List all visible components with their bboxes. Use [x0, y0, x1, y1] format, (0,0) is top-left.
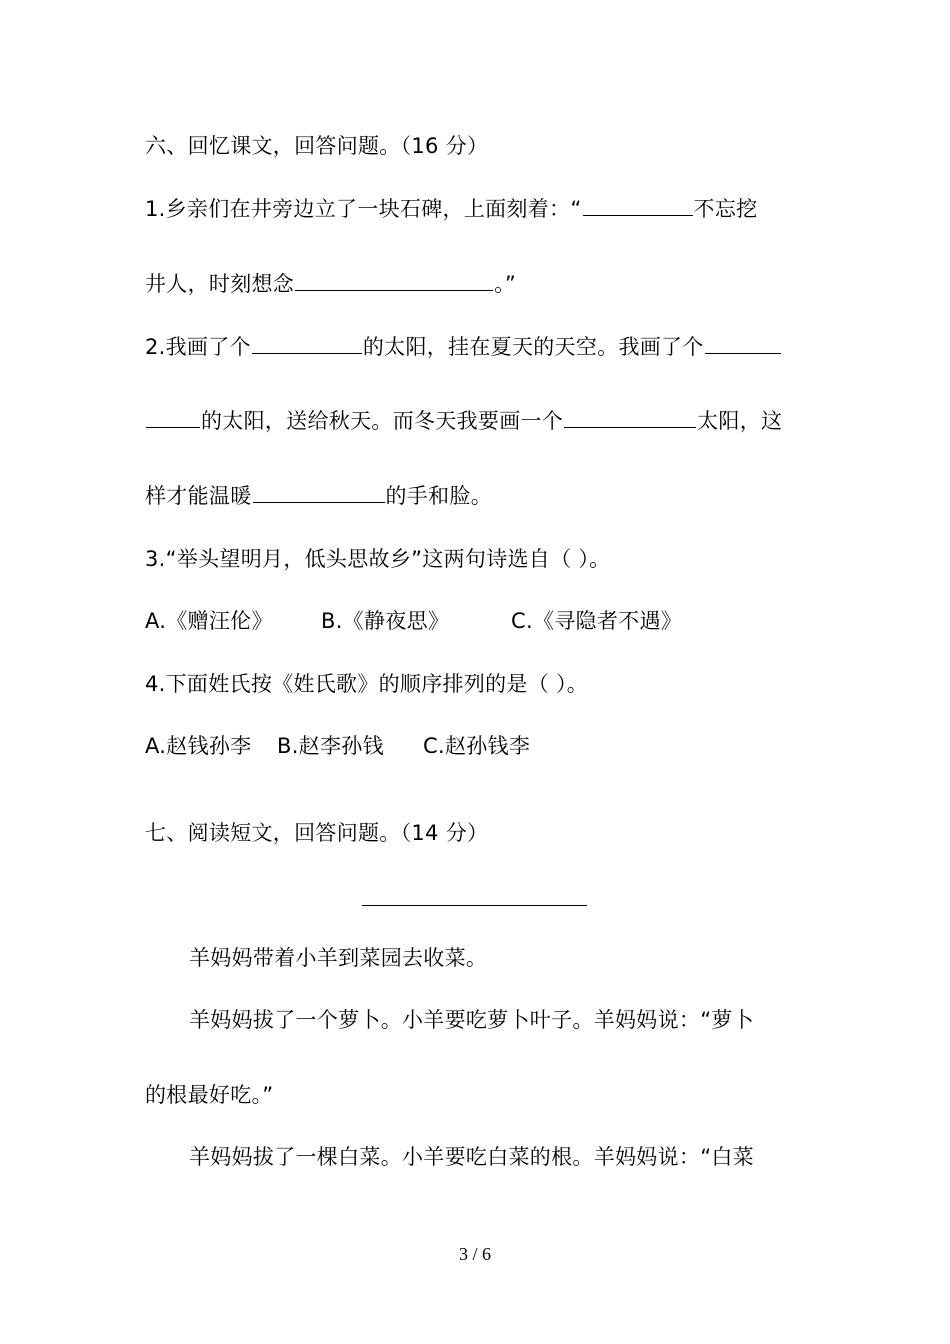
q3-option-a[interactable]: A.《赠汪伦》 [145, 609, 273, 633]
q2-text-a: 2.我画了个 [145, 335, 251, 359]
question-1-line2 [145, 272, 516, 296]
q3-option-c[interactable]: C.《寻隐者不遇》 [511, 609, 683, 633]
question-3-options [145, 609, 682, 633]
q2-text-f: 的手和脸。 [385, 484, 492, 508]
q2-blank-1[interactable] [252, 335, 362, 354]
q4-option-c[interactable]: C.赵孙钱李 [423, 734, 531, 758]
q1-text-c: 井人，时刻想念 [145, 272, 295, 296]
q2-blank-2b[interactable] [146, 409, 200, 428]
q1-blank-1[interactable] [583, 197, 693, 216]
q1-text-a: 1.乡亲们在井旁边立了一块石碑，上面刻着：“ [145, 197, 582, 221]
q1-blank-2[interactable] [295, 272, 493, 291]
q2-text-b: 的太阳，挂在夏天的天空。我画了个 [362, 335, 704, 359]
q2-blank-4[interactable] [253, 484, 385, 503]
question-4-options [145, 734, 530, 758]
q2-blank-3[interactable] [564, 409, 696, 428]
passage-title-blank[interactable] [362, 905, 587, 906]
question-1-line1 [145, 197, 757, 221]
question-2-line3 [145, 484, 492, 508]
q1-text-d: 。” [494, 272, 517, 296]
q1-text-b: 不忘挖 [693, 197, 758, 221]
question-3: 3.“举头望明月，低头思故乡”这两句诗选自（ ）。 [145, 547, 611, 571]
q4-option-a[interactable]: A.赵钱孙李 [145, 734, 252, 758]
question-4: 4.下面姓氏按《姓氏歌》的顺序排列的是（ ）。 [145, 672, 589, 696]
passage-paragraph-2-line1: 羊妈妈拔了一个萝卜。小羊要吃萝卜叶子。羊妈妈说：“萝卜 [189, 1008, 754, 1032]
passage-paragraph-2-line2: 的根最好吃。” [145, 1083, 274, 1107]
q3-option-b[interactable]: B.《静夜思》 [321, 609, 450, 633]
page-number: 3 / 6 [458, 1244, 491, 1264]
q2-text-d: 太阳，这 [697, 409, 783, 433]
q2-text-e: 样才能温暖 [145, 484, 252, 508]
q2-text-c: 的太阳，送给秋天。而冬天我要画一个 [201, 409, 564, 433]
section6-heading: 六、回忆课文，回答问题。（16 分） [145, 134, 489, 158]
q4-option-b[interactable]: B.赵李孙钱 [277, 734, 384, 758]
passage-paragraph-3-line1: 羊妈妈拔了一棵白菜。小羊要吃白菜的根。羊妈妈说：“白菜 [189, 1145, 754, 1169]
question-2-line2 [145, 409, 782, 433]
section7-heading: 七、阅读短文，回答问题。（14 分） [145, 821, 489, 845]
passage-paragraph-1: 羊妈妈带着小羊到菜园去收菜。 [189, 946, 488, 970]
q2-blank-2a[interactable] [705, 335, 781, 354]
question-2-line1 [145, 335, 782, 359]
